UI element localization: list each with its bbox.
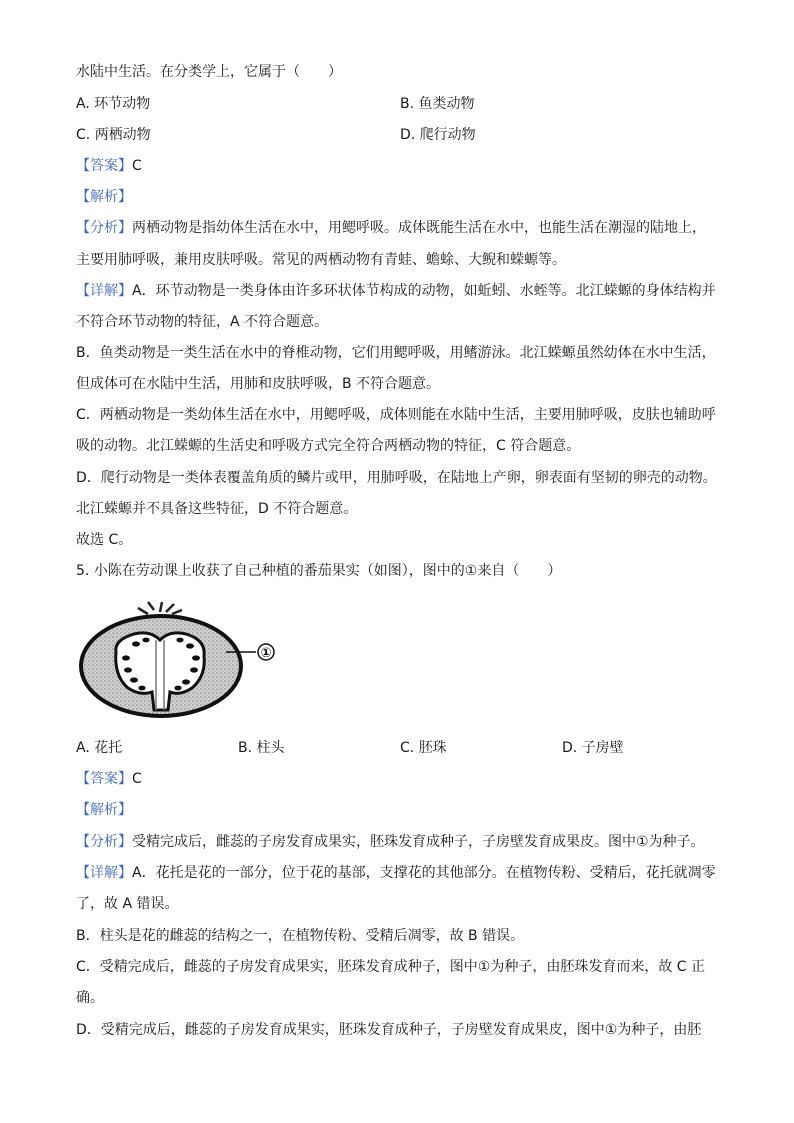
option-text: 爬行动物 bbox=[419, 127, 476, 143]
q5-analysis-heading bbox=[76, 800, 132, 820]
answer-value: C bbox=[132, 771, 142, 787]
option-label: D. bbox=[562, 740, 578, 756]
q4-answer bbox=[76, 156, 142, 176]
xiangjie-tag: 【详解】 bbox=[76, 865, 132, 881]
q4-detail-c-line-2: 吸的动物。北江蝾螈的生活史和呼吸方式完全符合两栖动物的特征，C 符合题意。 bbox=[76, 438, 581, 454]
tomato-cross-section-figure bbox=[76, 600, 286, 722]
option-text: 柱头 bbox=[256, 740, 285, 756]
q5-option-b[interactable] bbox=[238, 738, 285, 758]
option-text: 子房壁 bbox=[581, 740, 624, 756]
analysis-tag: 【解析】 bbox=[76, 189, 132, 205]
option-text: 花托 bbox=[94, 740, 123, 756]
option-text: 胚珠 bbox=[418, 740, 447, 756]
q5-option-c[interactable] bbox=[400, 738, 447, 758]
q5-detail-c-line-2: 确。 bbox=[76, 990, 104, 1006]
q4-fenxi-line-1 bbox=[76, 218, 706, 238]
analysis-tag: 【解析】 bbox=[76, 802, 132, 818]
q4-detail-b-line-2: 但成体可在水陆中生活，用肺和皮肤呼吸，B 不符合题意。 bbox=[76, 376, 441, 392]
q5-detail-a-line-1 bbox=[76, 863, 716, 883]
detail-text: A．环节动物是一类身体由许多环状体节构成的动物，如蚯蚓、水蛭等。北江蝾螈的身体结构并 bbox=[132, 283, 716, 299]
q4-option-a[interactable] bbox=[76, 94, 150, 114]
option-label: A. bbox=[76, 740, 90, 756]
q4-detail-d-line-1: D．爬行动物是一类体表覆盖角质的鳞片或甲，用肺呼吸，在陆地上产卵，卵表面有坚韧的卵壳的动物。 bbox=[76, 470, 717, 486]
q5-option-a[interactable] bbox=[76, 738, 122, 758]
q4-stem-tail: 水陆中生活。在分类学上，它属于（ ） bbox=[76, 64, 342, 80]
q5-option-d[interactable] bbox=[562, 738, 624, 758]
q4-detail-d-line-2: 北江蝾螈并不具备这些特征，D 不符合题意。 bbox=[76, 501, 358, 517]
q4-conclusion: 故选 C。 bbox=[76, 532, 133, 548]
option-text: 鱼类动物 bbox=[418, 96, 475, 112]
fenxi-text: 两栖动物是指幼体生活在水中，用鳃呼吸。成体既能生活在水中，也能生活在潮湿的陆地上， bbox=[132, 220, 706, 236]
q5-detail-a-line-2: 了，故 A 错误。 bbox=[76, 896, 179, 912]
q4-option-c[interactable] bbox=[76, 125, 151, 145]
q5-detail-b: B．柱头是花的雌蕊的结构之一，在植物传粉、受精后凋零，故 B 错误。 bbox=[76, 928, 525, 944]
calyx-icon bbox=[138, 602, 182, 614]
option-label: B. bbox=[238, 740, 253, 756]
figure-label: ① bbox=[260, 646, 272, 661]
q4-analysis-heading bbox=[76, 187, 132, 207]
answer-tag: 【答案】 bbox=[76, 158, 132, 174]
option-label: A. bbox=[76, 96, 90, 112]
q4-fenxi-line-2: 主要用肺呼吸，兼用皮肤呼吸。常见的两栖动物有青蛙、蟾蜍、大鲵和蝾螈等。 bbox=[76, 252, 566, 268]
option-label: C. bbox=[400, 740, 415, 756]
q4-detail-a-line-1 bbox=[76, 281, 716, 301]
option-label: D. bbox=[400, 127, 416, 143]
q4-detail-b-line-1: B．鱼类动物是一类生活在水中的脊椎动物，它们用鳃呼吸，用鳍游泳。北江蝾螈虽然幼体在水中生活， bbox=[76, 345, 716, 361]
q4-detail-a-line-2: 不符合环节动物的特征，A 不符合题意。 bbox=[76, 314, 329, 330]
q5-fenxi-line bbox=[76, 832, 705, 852]
q4-detail-c-line-1: C．两栖动物是一类幼体生活在水中，用鳃呼吸，成体则能在水陆中生活，主要用肺呼吸，皮肤也辅助呼 bbox=[76, 407, 716, 423]
answer-tag: 【答案】 bbox=[76, 771, 132, 787]
option-text: 环节动物 bbox=[94, 96, 151, 112]
fenxi-text: 受精完成后，雌蕊的子房发育成果实，胚珠发育成种子，子房壁发育成果皮。图中①为种子。 bbox=[132, 834, 705, 850]
detail-text: A．花托是花的一部分，位于花的基部，支撑花的其他部分。在植物传粉、受精后，花托就凋零 bbox=[132, 865, 716, 881]
q5-detail-d-line-1: D．受精完成后，雌蕊的子房发育成果实，胚珠发育成种子，子房壁发育成果皮，图中①为种子，由胚 bbox=[76, 1022, 702, 1038]
q5-answer bbox=[76, 769, 142, 789]
xiangjie-tag: 【详解】 bbox=[76, 283, 132, 299]
fenxi-tag: 【分析】 bbox=[76, 834, 132, 850]
q5-detail-c-line-1: C．受精完成后，雌蕊的子房发育成果实，胚珠发育成种子，图中①为种子，由胚珠发育而来，故 C 正 bbox=[76, 959, 705, 975]
answer-value: C bbox=[132, 158, 142, 174]
option-label: B. bbox=[400, 96, 415, 112]
q4-option-d[interactable] bbox=[400, 125, 476, 145]
option-label: C. bbox=[76, 127, 91, 143]
option-text: 两栖动物 bbox=[94, 127, 151, 143]
q4-option-b[interactable] bbox=[400, 94, 475, 114]
fenxi-tag: 【分析】 bbox=[76, 220, 132, 236]
q5-stem: 5. 小陈在劳动课上收获了自己种植的番茄果实（如图），图中的①来自（ ） bbox=[76, 563, 562, 579]
